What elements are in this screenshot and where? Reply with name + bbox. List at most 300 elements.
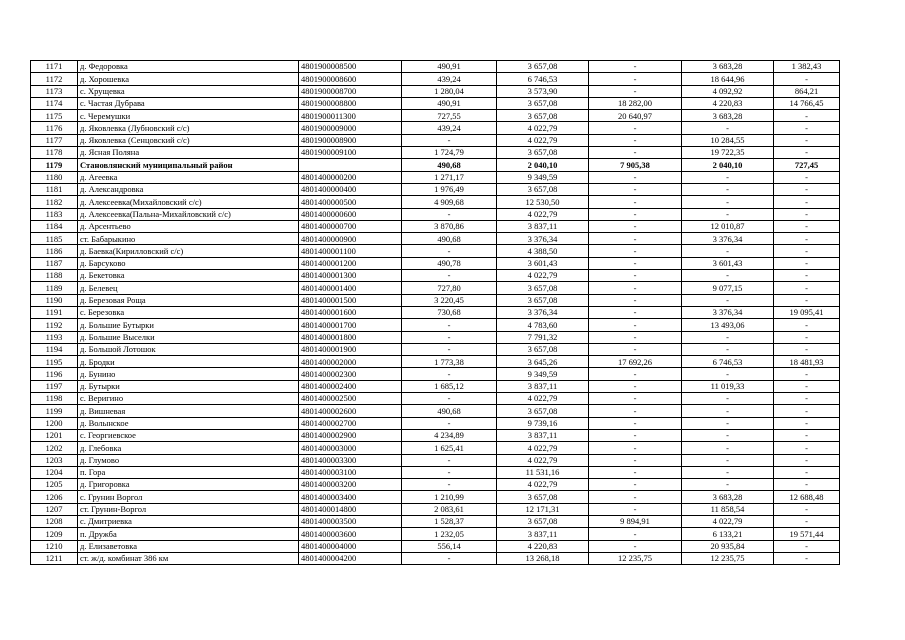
value-col-4-cell: - [682, 270, 774, 282]
value-col-2-cell: 12 171,31 [497, 503, 589, 515]
value-col-2-cell: 3 837,11 [497, 429, 589, 441]
settlement-name-cell: с. Грунин Воргол [78, 491, 299, 503]
settlement-code-cell: 4801400003400 [299, 491, 402, 503]
row-number-cell: 1198 [31, 393, 78, 405]
table-row [31, 73, 840, 85]
value-col-2-cell: 3 657,08 [497, 491, 589, 503]
settlement-code-cell: 4801400003100 [299, 466, 402, 478]
value-col-4-cell: 13 493,06 [682, 319, 774, 331]
table-row [31, 220, 840, 232]
value-col-1-cell: 1 210,99 [402, 491, 497, 503]
value-col-5-cell: - [774, 479, 840, 491]
row-number-cell: 1207 [31, 503, 78, 515]
settlement-name-cell: ст. Бабарыкино [78, 233, 299, 245]
value-col-2-cell: 3 837,11 [497, 528, 589, 540]
value-col-2-cell: 3 601,43 [497, 257, 589, 269]
value-col-4-cell: 3 376,34 [682, 306, 774, 318]
value-col-2-cell: 3 573,90 [497, 85, 589, 97]
settlement-name-cell: д. Белевец [78, 282, 299, 294]
value-col-1-cell: 1 271,17 [402, 171, 497, 183]
table-row [31, 429, 840, 441]
settlement-name-cell: д. Ясная Поляна [78, 147, 299, 159]
value-col-3-cell: 18 282,00 [589, 97, 682, 109]
value-col-4-cell: 4 092,92 [682, 85, 774, 97]
value-col-2-cell: 3 657,08 [497, 294, 589, 306]
value-col-5-cell: - [774, 515, 840, 527]
value-col-3-cell: - [589, 454, 682, 466]
value-col-5-cell: - [774, 368, 840, 380]
value-col-4-cell: - [682, 393, 774, 405]
row-number-cell: 1208 [31, 515, 78, 527]
value-col-1-cell: - [402, 368, 497, 380]
value-col-3-cell: - [589, 220, 682, 232]
value-col-2-cell: 3 657,08 [497, 97, 589, 109]
value-col-1-cell: - [402, 552, 497, 564]
value-col-5-cell: - [774, 257, 840, 269]
value-col-1-cell: 1 773,38 [402, 356, 497, 368]
value-col-3-cell: 7 905,38 [589, 159, 682, 171]
value-col-2-cell: 9 349,59 [497, 171, 589, 183]
table-row [31, 331, 840, 343]
table-row [31, 442, 840, 454]
value-col-3-cell: - [589, 233, 682, 245]
value-col-4-cell: - [682, 208, 774, 220]
settlement-code-cell: 4801900009000 [299, 122, 402, 134]
value-col-2-cell: 4 022,79 [497, 134, 589, 146]
value-col-4-cell: - [682, 343, 774, 355]
settlement-code-cell: 4801400002900 [299, 429, 402, 441]
row-number-cell: 1173 [31, 85, 78, 97]
row-number-cell: 1188 [31, 270, 78, 282]
value-col-5-cell: - [774, 454, 840, 466]
value-col-5-cell: 14 766,45 [774, 97, 840, 109]
value-col-5-cell: - [774, 393, 840, 405]
value-col-5-cell: 19 095,41 [774, 306, 840, 318]
settlement-code-cell: 4801400001500 [299, 294, 402, 306]
table-row [31, 134, 840, 146]
value-col-4-cell: 2 040,10 [682, 159, 774, 171]
settlement-name-cell: д. Бродки [78, 356, 299, 368]
table-row [31, 122, 840, 134]
settlement-name-cell: д. Бутырки [78, 380, 299, 392]
value-col-2-cell: 3 376,34 [497, 233, 589, 245]
value-col-5-cell: - [774, 220, 840, 232]
settlement-code-cell: 4801900009100 [299, 147, 402, 159]
value-col-5-cell: - [774, 442, 840, 454]
settlement-code-cell: 4801400002700 [299, 417, 402, 429]
value-col-3-cell: - [589, 442, 682, 454]
row-number-cell: 1195 [31, 356, 78, 368]
settlement-code-cell: 4801400002400 [299, 380, 402, 392]
value-col-3-cell: - [589, 85, 682, 97]
table-row [31, 257, 840, 269]
settlement-name-cell: д. Бунино [78, 368, 299, 380]
value-col-5-cell: - [774, 466, 840, 478]
value-col-1-cell: 2 083,61 [402, 503, 497, 515]
value-col-2-cell: 2 040,10 [497, 159, 589, 171]
value-col-4-cell: 9 077,15 [682, 282, 774, 294]
value-col-1-cell: 1 625,41 [402, 442, 497, 454]
value-col-4-cell: 20 935,84 [682, 540, 774, 552]
value-col-1-cell: 4 234,89 [402, 429, 497, 441]
settlement-name-cell: д. Федоровка [78, 61, 299, 73]
value-col-5-cell: 19 571,44 [774, 528, 840, 540]
value-col-1-cell: 1 724,79 [402, 147, 497, 159]
settlement-name-cell: д. Елизаветовка [78, 540, 299, 552]
value-col-4-cell: - [682, 331, 774, 343]
row-number-cell: 1194 [31, 343, 78, 355]
row-number-cell: 1175 [31, 110, 78, 122]
settlement-name-cell: д. Глумово [78, 454, 299, 466]
row-number-cell: 1196 [31, 368, 78, 380]
value-col-5-cell: - [774, 245, 840, 257]
value-col-3-cell: - [589, 245, 682, 257]
value-col-4-cell: - [682, 454, 774, 466]
settlement-code-cell: 4801400002600 [299, 405, 402, 417]
row-number-cell: 1185 [31, 233, 78, 245]
value-col-1-cell: 490,91 [402, 97, 497, 109]
table-row [31, 147, 840, 159]
value-col-3-cell: - [589, 183, 682, 195]
value-col-3-cell: - [589, 528, 682, 540]
value-col-5-cell: - [774, 134, 840, 146]
table-row [31, 417, 840, 429]
settlement-code-cell: 4801400003200 [299, 479, 402, 491]
value-col-5-cell: 864,21 [774, 85, 840, 97]
settlement-code-cell: 4801900011300 [299, 110, 402, 122]
settlement-name-cell: д. Алексеевка(Михайловский с/с) [78, 196, 299, 208]
row-number-cell: 1191 [31, 306, 78, 318]
value-col-5-cell: - [774, 405, 840, 417]
value-col-2-cell: 4 022,79 [497, 270, 589, 282]
value-col-4-cell: 11 858,54 [682, 503, 774, 515]
value-col-3-cell: - [589, 208, 682, 220]
row-number-cell: 1178 [31, 147, 78, 159]
value-col-1-cell: 490,78 [402, 257, 497, 269]
value-col-5-cell: - [774, 171, 840, 183]
value-col-2-cell: 4 022,79 [497, 454, 589, 466]
row-number-cell: 1187 [31, 257, 78, 269]
settlement-name-cell: д. Баевка(Кирилловский с/с) [78, 245, 299, 257]
table-body [31, 61, 840, 565]
value-col-5-cell: 12 688,48 [774, 491, 840, 503]
settlement-code-cell: 4801400000700 [299, 220, 402, 232]
value-col-2-cell: 9 349,59 [497, 368, 589, 380]
row-number-cell: 1190 [31, 294, 78, 306]
settlement-code-cell: 4801400001800 [299, 331, 402, 343]
value-col-2-cell: 3 657,08 [497, 515, 589, 527]
table-row [31, 393, 840, 405]
table-row [31, 196, 840, 208]
value-col-3-cell: - [589, 282, 682, 294]
settlement-name-cell: с. Березовка [78, 306, 299, 318]
value-col-4-cell: 3 601,43 [682, 257, 774, 269]
value-col-2-cell: 3 657,08 [497, 110, 589, 122]
value-col-4-cell: - [682, 417, 774, 429]
row-number-cell: 1181 [31, 183, 78, 195]
value-col-2-cell: 3 837,11 [497, 380, 589, 392]
value-col-5-cell: - [774, 110, 840, 122]
value-col-5-cell: - [774, 380, 840, 392]
value-col-3-cell: 9 894,91 [589, 515, 682, 527]
value-col-1-cell: 490,91 [402, 61, 497, 73]
row-number-cell: 1180 [31, 171, 78, 183]
table-row [31, 282, 840, 294]
settlement-name-cell: д. Березовая Роща [78, 294, 299, 306]
value-col-2-cell: 9 739,16 [497, 417, 589, 429]
value-col-1-cell: 490,68 [402, 405, 497, 417]
value-col-4-cell: 4 220,83 [682, 97, 774, 109]
value-col-3-cell: - [589, 147, 682, 159]
value-col-3-cell: - [589, 196, 682, 208]
row-number-cell: 1192 [31, 319, 78, 331]
value-col-2-cell: 4 022,79 [497, 393, 589, 405]
value-col-2-cell: 6 746,53 [497, 73, 589, 85]
table-row [31, 245, 840, 257]
table-row [31, 171, 840, 183]
value-col-1-cell: 1 976,49 [402, 183, 497, 195]
value-col-1-cell: - [402, 208, 497, 220]
value-col-1-cell: 730,68 [402, 306, 497, 318]
settlement-code-cell: 4801400001200 [299, 257, 402, 269]
settlement-code-cell: 4801400001900 [299, 343, 402, 355]
table-row [31, 368, 840, 380]
value-col-5-cell: - [774, 417, 840, 429]
settlement-code-cell: 4801400000400 [299, 183, 402, 195]
settlement-code-cell: 4801400003500 [299, 515, 402, 527]
value-col-2-cell: 7 791,32 [497, 331, 589, 343]
settlement-name-cell: д. Арсентьево [78, 220, 299, 232]
value-col-3-cell: - [589, 466, 682, 478]
value-col-2-cell: 4 388,50 [497, 245, 589, 257]
value-col-5-cell: - [774, 183, 840, 195]
settlement-code-cell: 4801400000600 [299, 208, 402, 220]
value-col-5-cell: - [774, 122, 840, 134]
table-row [31, 380, 840, 392]
value-col-5-cell: - [774, 208, 840, 220]
table-row [31, 270, 840, 282]
value-col-5-cell: - [774, 270, 840, 282]
settlement-name-cell: ст. Грунин-Воргол [78, 503, 299, 515]
value-col-2-cell: 3 376,34 [497, 306, 589, 318]
row-number-cell: 1206 [31, 491, 78, 503]
settlement-name-cell: п. Гора [78, 466, 299, 478]
value-col-5-cell: - [774, 282, 840, 294]
row-number-cell: 1211 [31, 552, 78, 564]
settlement-name-cell: д. Алексеевка(Пальна-Михайловский с/с) [78, 208, 299, 220]
value-col-2-cell: 13 268,18 [497, 552, 589, 564]
value-col-2-cell: 3 657,08 [497, 282, 589, 294]
row-number-cell: 1189 [31, 282, 78, 294]
value-col-3-cell: - [589, 540, 682, 552]
table-row [31, 61, 840, 73]
settlement-code-cell: 4801900008900 [299, 134, 402, 146]
table-row [31, 491, 840, 503]
settlement-name-cell: д. Большие Выселки [78, 331, 299, 343]
value-col-3-cell: - [589, 368, 682, 380]
value-col-3-cell: - [589, 331, 682, 343]
settlement-name-cell: п. Дружба [78, 528, 299, 540]
settlement-code-cell: 4801900008600 [299, 73, 402, 85]
value-col-5-cell: 1 382,43 [774, 61, 840, 73]
row-number-cell: 1200 [31, 417, 78, 429]
settlement-name-cell: с. Веригино [78, 393, 299, 405]
value-col-4-cell: - [682, 122, 774, 134]
settlement-name-cell: д. Большие Бутырки [78, 319, 299, 331]
value-col-1-cell: - [402, 134, 497, 146]
table-row [31, 208, 840, 220]
value-col-3-cell: - [589, 306, 682, 318]
settlement-name-cell: д. Большой Лотошок [78, 343, 299, 355]
value-col-1-cell: 727,80 [402, 282, 497, 294]
value-col-3-cell: - [589, 343, 682, 355]
settlement-name-cell: с. Георгиевское [78, 429, 299, 441]
value-col-1-cell: - [402, 393, 497, 405]
value-col-4-cell: 18 644,96 [682, 73, 774, 85]
value-col-2-cell: 11 531,16 [497, 466, 589, 478]
value-col-3-cell: - [589, 122, 682, 134]
value-col-4-cell: 11 019,33 [682, 380, 774, 392]
table-row [31, 466, 840, 478]
value-col-2-cell: 3 657,08 [497, 343, 589, 355]
value-col-2-cell: 4 022,79 [497, 122, 589, 134]
row-number-cell: 1176 [31, 122, 78, 134]
settlement-name-cell: д. Александровка [78, 183, 299, 195]
settlement-code-cell [299, 159, 402, 171]
value-col-3-cell: - [589, 491, 682, 503]
settlement-name-cell: д. Вишневая [78, 405, 299, 417]
value-col-1-cell: 4 909,68 [402, 196, 497, 208]
value-col-4-cell: 6 746,53 [682, 356, 774, 368]
value-col-5-cell: - [774, 196, 840, 208]
value-col-1-cell: 439,24 [402, 73, 497, 85]
table-row [31, 515, 840, 527]
row-number-cell: 1193 [31, 331, 78, 343]
value-col-4-cell: 19 722,35 [682, 147, 774, 159]
value-col-1-cell: 1 528,37 [402, 515, 497, 527]
value-col-4-cell: 4 022,79 [682, 515, 774, 527]
data-table [30, 60, 840, 565]
row-number-cell: 1179 [31, 159, 78, 171]
value-col-3-cell: - [589, 257, 682, 269]
settlement-code-cell: 4801400001100 [299, 245, 402, 257]
row-number-cell: 1209 [31, 528, 78, 540]
value-col-3-cell: - [589, 393, 682, 405]
value-col-5-cell: - [774, 429, 840, 441]
settlement-name-cell: с. Дмитриевка [78, 515, 299, 527]
table-row [31, 552, 840, 564]
settlement-code-cell: 4801400000500 [299, 196, 402, 208]
value-col-3-cell: - [589, 171, 682, 183]
settlement-code-cell: 4801900008700 [299, 85, 402, 97]
table-row [31, 233, 840, 245]
settlement-code-cell: 4801400001300 [299, 270, 402, 282]
value-col-5-cell: - [774, 540, 840, 552]
settlement-name-cell: д. Григоровка [78, 479, 299, 491]
table-row [31, 183, 840, 195]
value-col-3-cell: - [589, 73, 682, 85]
value-col-4-cell: 10 284,55 [682, 134, 774, 146]
settlement-name-cell: д. Волынское [78, 417, 299, 429]
settlement-code-cell: 4801400001700 [299, 319, 402, 331]
table-row [31, 343, 840, 355]
table-row [31, 356, 840, 368]
value-col-3-cell: - [589, 380, 682, 392]
row-number-cell: 1182 [31, 196, 78, 208]
value-col-3-cell: 12 235,75 [589, 552, 682, 564]
value-col-4-cell: 12 010,87 [682, 220, 774, 232]
settlement-code-cell: 4801400001600 [299, 306, 402, 318]
value-col-3-cell: - [589, 417, 682, 429]
value-col-1-cell: 1 232,05 [402, 528, 497, 540]
value-col-1-cell: - [402, 270, 497, 282]
value-col-4-cell: - [682, 171, 774, 183]
value-col-4-cell: 3 683,28 [682, 110, 774, 122]
value-col-3-cell: - [589, 503, 682, 515]
value-col-5-cell: 18 481,93 [774, 356, 840, 368]
value-col-4-cell: 3 683,28 [682, 491, 774, 503]
row-number-cell: 1171 [31, 61, 78, 73]
row-number-cell: 1177 [31, 134, 78, 146]
table-row [31, 306, 840, 318]
settlement-name-cell: Становлянский муниципальный район [78, 159, 299, 171]
settlement-code-cell: 4801400002500 [299, 393, 402, 405]
settlement-code-cell: 4801400003000 [299, 442, 402, 454]
settlement-name-cell: д. Яковлевка (Лубновский с/с) [78, 122, 299, 134]
value-col-5-cell: - [774, 294, 840, 306]
settlement-name-cell: ст. ж/д. комбинат 386 км [78, 552, 299, 564]
table-row [31, 110, 840, 122]
value-col-5-cell: - [774, 343, 840, 355]
row-number-cell: 1210 [31, 540, 78, 552]
row-number-cell: 1201 [31, 429, 78, 441]
settlement-name-cell: д. Глебовка [78, 442, 299, 454]
value-col-2-cell: 3 657,08 [497, 61, 589, 73]
row-number-cell: 1184 [31, 220, 78, 232]
value-col-5-cell: 727,45 [774, 159, 840, 171]
value-col-1-cell: 1 280,04 [402, 85, 497, 97]
row-number-cell: 1203 [31, 454, 78, 466]
value-col-5-cell: - [774, 73, 840, 85]
row-number-cell: 1205 [31, 479, 78, 491]
value-col-4-cell: - [682, 368, 774, 380]
value-col-1-cell: - [402, 454, 497, 466]
value-col-3-cell: - [589, 61, 682, 73]
settlement-name-cell: д. Яковлевка (Сенцовский с/с) [78, 134, 299, 146]
row-number-cell: 1199 [31, 405, 78, 417]
row-number-cell: 1204 [31, 466, 78, 478]
value-col-5-cell: - [774, 552, 840, 564]
value-col-1-cell: 727,55 [402, 110, 497, 122]
value-col-1-cell: 1 685,12 [402, 380, 497, 392]
table-row [31, 97, 840, 109]
value-col-4-cell: 3 683,28 [682, 61, 774, 73]
settlement-name-cell: д. Барсуково [78, 257, 299, 269]
settlement-code-cell: 4801400000200 [299, 171, 402, 183]
row-number-cell: 1174 [31, 97, 78, 109]
value-col-2-cell: 4 220,83 [497, 540, 589, 552]
settlement-code-cell: 4801400002000 [299, 356, 402, 368]
value-col-3-cell: - [589, 270, 682, 282]
table-row [31, 528, 840, 540]
value-col-3-cell: - [589, 405, 682, 417]
value-col-4-cell: - [682, 245, 774, 257]
value-col-2-cell: 3 645,26 [497, 356, 589, 368]
settlement-code-cell: 4801400003600 [299, 528, 402, 540]
settlement-name-cell: д. Агеевка [78, 171, 299, 183]
value-col-1-cell: - [402, 319, 497, 331]
table-row [31, 294, 840, 306]
